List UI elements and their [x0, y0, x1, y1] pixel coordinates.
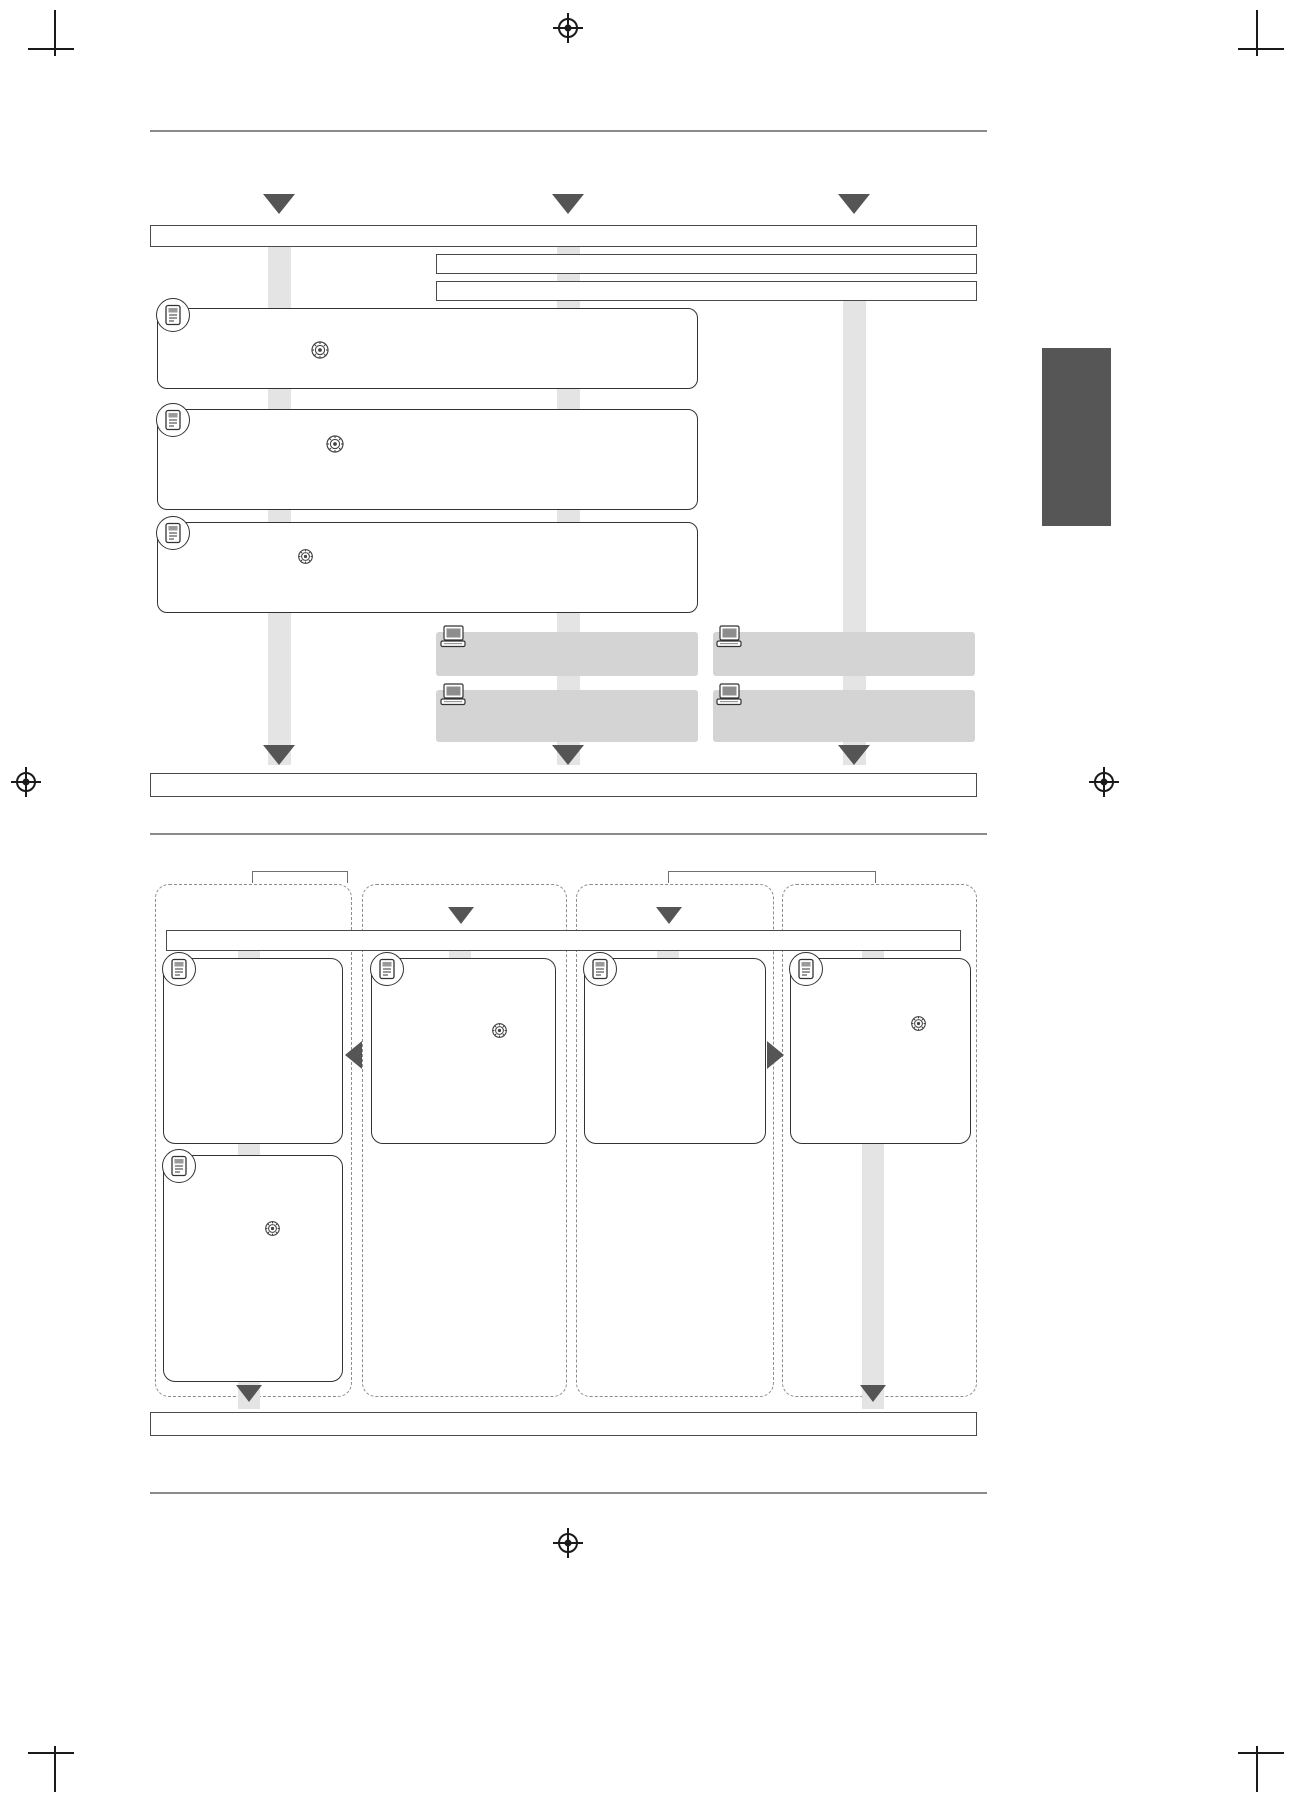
- crop-mark-bottom-right-v: [1256, 1746, 1258, 1792]
- printer-icon-glyph: [163, 522, 183, 544]
- lower-banner-top: [166, 930, 961, 951]
- printer-icon: [156, 403, 190, 437]
- gear-icon: [491, 1022, 508, 1039]
- gear-icon-glyph: [491, 1022, 508, 1039]
- lower-arrow-down-col4-bottom: [860, 1385, 886, 1402]
- top-banner-full: [150, 225, 977, 247]
- registration-mark-right: [1089, 767, 1119, 797]
- bottom-banner-full: [150, 773, 977, 797]
- lower-arrow-down-col3: [656, 907, 682, 924]
- mid-section-rule: [150, 833, 987, 835]
- step-box-2: [157, 409, 698, 510]
- lower-arrow-down-col1-bottom: [236, 1385, 262, 1402]
- arrow-down-bottom-left: [263, 745, 295, 765]
- gear-icon-glyph: [910, 1015, 927, 1032]
- computer-icon: [714, 680, 744, 708]
- crop-mark-top-left-h: [28, 48, 74, 50]
- crop-mark-bottom-right-h: [1238, 1752, 1284, 1754]
- printer-icon: [789, 952, 823, 986]
- top-banner-right-1: [436, 254, 977, 274]
- lower-step-box-3: [371, 958, 556, 1144]
- column-bracket-1: [252, 871, 348, 883]
- step-box-1: [157, 308, 698, 389]
- computer-icon: [438, 622, 468, 650]
- page-side-tab: [1042, 348, 1111, 526]
- printer-icon: [156, 298, 190, 332]
- printer-icon: [583, 952, 617, 986]
- lower-step-box-5: [790, 958, 971, 1144]
- crop-mark-top-right-h: [1238, 48, 1284, 50]
- printer-icon-glyph: [796, 958, 816, 980]
- note-box-4: [713, 690, 975, 742]
- arrow-down-bottom-right: [838, 745, 870, 765]
- printer-icon-glyph: [163, 409, 183, 431]
- gear-icon-glyph: [264, 1220, 281, 1237]
- crop-mark-bottom-left-v: [54, 1746, 56, 1792]
- registration-mark-left: [11, 767, 41, 797]
- note-box-2: [713, 632, 975, 676]
- note-box-1: [436, 632, 698, 676]
- bottom-section-rule: [150, 1492, 987, 1494]
- note-box-3: [436, 690, 698, 742]
- lower-arrow-down-col2: [448, 907, 474, 924]
- printer-icon-glyph: [377, 958, 397, 980]
- computer-icon: [714, 622, 744, 650]
- gear-icon-glyph: [310, 340, 330, 360]
- arrow-down-top-middle: [552, 194, 584, 214]
- crop-mark-bottom-left-h: [28, 1752, 74, 1754]
- printer-icon-glyph: [163, 304, 183, 326]
- gear-icon: [325, 434, 345, 454]
- registration-mark-top: [553, 13, 583, 43]
- computer-icon-glyph: [438, 622, 468, 652]
- computer-icon-glyph: [714, 680, 744, 710]
- lower-step-box-1: [163, 958, 343, 1144]
- lower-step-box-2: [163, 1155, 343, 1382]
- crop-mark-top-left-v: [54, 10, 56, 56]
- gear-icon: [264, 1220, 281, 1237]
- printer-icon: [162, 1149, 196, 1183]
- column-bracket-2: [668, 871, 876, 883]
- printer-icon: [370, 952, 404, 986]
- lower-step-box-4: [584, 958, 766, 1144]
- gear-icon: [910, 1015, 927, 1032]
- printer-icon-glyph: [169, 958, 189, 980]
- computer-icon: [438, 680, 468, 708]
- step-box-3: [157, 522, 698, 613]
- gear-icon: [297, 548, 314, 565]
- gear-icon-glyph: [297, 548, 314, 565]
- gear-icon: [310, 340, 330, 360]
- computer-icon-glyph: [438, 680, 468, 710]
- computer-icon-glyph: [714, 622, 744, 652]
- crop-mark-top-right-v: [1256, 10, 1258, 56]
- lower-banner-bottom: [150, 1412, 977, 1436]
- top-section-rule: [150, 130, 987, 132]
- top-banner-right-2: [436, 281, 977, 301]
- lower-arrow-right-between-3-4: [767, 1041, 784, 1069]
- arrow-down-top-left: [263, 194, 295, 214]
- printer-icon: [156, 516, 190, 550]
- arrow-down-top-right: [838, 194, 870, 214]
- registration-mark-bottom: [553, 1528, 583, 1558]
- lower-arrow-left-between-1-2: [345, 1041, 362, 1069]
- printer-icon-glyph: [169, 1155, 189, 1177]
- gear-icon-glyph: [325, 434, 345, 454]
- arrow-down-bottom-middle: [552, 745, 584, 765]
- printer-icon-glyph: [590, 958, 610, 980]
- printer-icon: [162, 952, 196, 986]
